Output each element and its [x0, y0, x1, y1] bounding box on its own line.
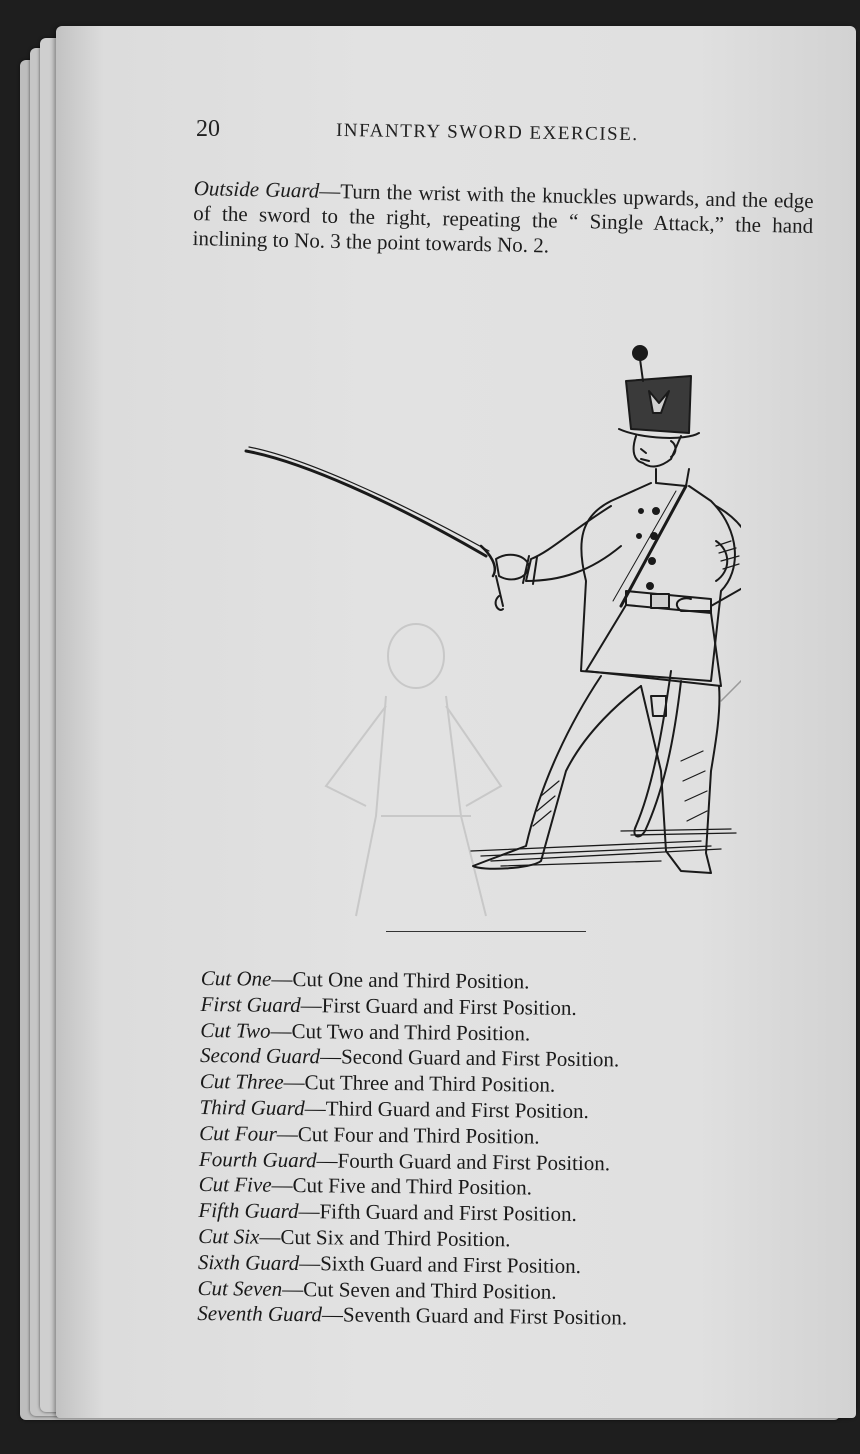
list-item-term: Cut Six [198, 1223, 260, 1249]
list-item-term: Fourth Guard [198, 1146, 317, 1172]
intro-dash: — [319, 178, 341, 204]
list-item-text: Cut Seven and Third Position. [303, 1276, 557, 1304]
list-item-term: Cut One [200, 966, 272, 991]
list-item: Cut Three—Cut Three and Third Position. [199, 1069, 556, 1097]
list-item: Cut Seven—Cut Seven and Third Position. [197, 1275, 557, 1304]
list-item: Cut Four—Cut Four and Third Position. [199, 1120, 540, 1149]
list-item-term: Sixth Guard [197, 1249, 300, 1275]
list-item-text: Second Guard and First Position. [340, 1044, 620, 1072]
intro-text: Turn the wrist with the knuckles upwards, and the edge of the sword to the right, repeating the “ Single Attack,” the hand inclining to No. 3 the point towards No. 2. [192, 179, 814, 258]
list-item-term: Cut Four [199, 1120, 277, 1146]
list-item: Sixth Guard—Sixth Guard and First Position. [197, 1249, 582, 1278]
section-divider [386, 931, 586, 932]
intro-term: Outside Guard [193, 176, 320, 203]
intro-paragraph [192, 176, 813, 264]
list-item-text: Cut Six and Third Position. [280, 1224, 511, 1252]
list-item-text: Seventh Guard and First Position. [342, 1302, 628, 1330]
list-item-term: First Guard [200, 991, 301, 1017]
list-item-term: Seventh Guard [197, 1301, 323, 1327]
list-item-text: Cut One and Third Position. [292, 966, 530, 994]
list-item-text: Fourth Guard and First Position. [337, 1148, 611, 1175]
list-item: Cut One—Cut One and Third Position. [200, 966, 530, 994]
list-item-term: Cut Five [198, 1172, 272, 1198]
book-page [56, 26, 856, 1418]
list-item-term: Second Guard [199, 1043, 321, 1069]
list-item-term: Third Guard [199, 1094, 305, 1121]
list-item: Second Guard—Second Guard and First Position. [199, 1043, 620, 1072]
list-item: Cut Two—Cut Two and Third Position. [200, 1017, 531, 1046]
list-item: Fifth Guard—Fifth Guard and First Position. [198, 1198, 577, 1227]
list-item: Cut Six—Cut Six and Third Position. [198, 1223, 511, 1252]
list-item-text: Cut Two and Third Position. [291, 1018, 531, 1046]
list-item-text: Third Guard and First Position. [325, 1096, 589, 1124]
list-item-term: Cut Three [199, 1069, 284, 1095]
instruction-list [197, 966, 821, 1334]
list-item: First Guard—First Guard and First Position. [200, 991, 577, 1020]
list-item-term: Fifth Guard [198, 1198, 299, 1224]
list-item-text: Cut Five and Third Position. [292, 1173, 533, 1200]
list-item-text: Cut Four and Third Position. [297, 1121, 540, 1149]
list-item-text: Cut Three and Third Position. [304, 1070, 556, 1097]
list-item-term: Cut Two [200, 1017, 271, 1043]
list-item: Fourth Guard—Fourth Guard and First Position. [198, 1146, 611, 1175]
running-head: INFANTRY SWORD EXERCISE. [335, 119, 639, 146]
list-item: Seventh Guard—Seventh Guard and First Position. [197, 1301, 628, 1330]
list-item: Third Guard—Third Guard and First Position. [199, 1094, 589, 1124]
list-item-term: Cut Seven [197, 1275, 283, 1301]
list-item-text: Fifth Guard and First Position. [319, 1199, 577, 1227]
soldier-illustration [241, 341, 741, 901]
list-item-text: First Guard and First Position. [321, 993, 577, 1020]
list-item-text: Sixth Guard and First Position. [320, 1251, 582, 1278]
list-item: Cut Five—Cut Five and Third Position. [198, 1172, 533, 1200]
page-number: 20 [196, 116, 220, 142]
